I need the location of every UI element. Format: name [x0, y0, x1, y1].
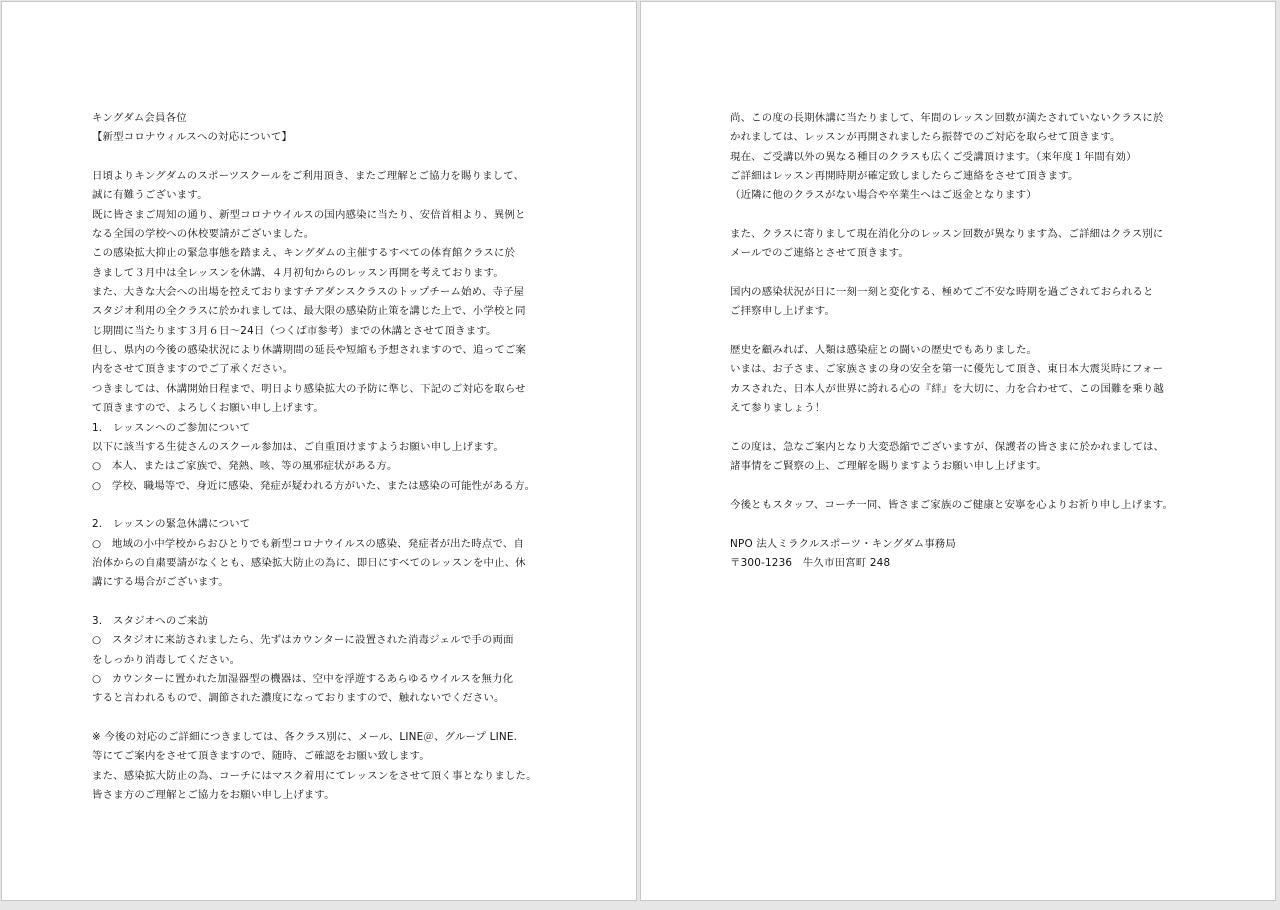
text-line: 既に皆さまご周知の通り、新型コロナウイルスの国内感染に当たり、安倍首相より、異例と — [92, 208, 526, 221]
text-line: 皆さま方のご理解とご協力をお願い申し上げます。 — [92, 789, 335, 802]
text-line: 3. スタジオへのご来訪 — [92, 614, 209, 627]
page-1 — [1, 1, 637, 901]
text-line: 講にする場合がございます。 — [92, 576, 229, 589]
text-line: いまは、お子さま、ご家族さまの身の安全を第一に優先して頂き、東日本大震災時にフォー — [730, 363, 1164, 376]
blank-line — [730, 322, 1200, 341]
text-line: ○ スタジオに来訪されましたら、先ずはカウンターに設置された消毒ジェルで手の両面 — [92, 634, 514, 647]
text-line: 1. レッスンへのご参加について — [92, 421, 251, 434]
text-line: 国内の感染状況が日に一刻一刻と変化する、極めてご不安な時期を過ごされておられると — [730, 286, 1154, 299]
text-line: 内をさせて頂きますのでご了承ください。 — [92, 363, 294, 376]
blank-line — [730, 264, 1200, 283]
blank-line — [92, 709, 562, 728]
text-line: また、クラスに寄りまして現在消化分のレッスン回数が異なります為、ご詳細はクラス別に — [730, 228, 1164, 241]
text-line: カスされた、日本人が世界に誇れる心の『絆』を大切に、力を合わせて、この国難を乗り越 — [730, 382, 1165, 395]
text-line: 等にてご案内をさせて頂きますので、随時、ご確認をお願い致します。 — [92, 750, 430, 763]
text-line: 諸事情をご賢察の上、ご理解を賜りますようお願い申し上げます。 — [730, 460, 1047, 473]
text-line: じ期間に当たります３月６日～24日（つくば市参考）までの休講とさせて頂きます。 — [92, 324, 497, 337]
blank-line — [730, 515, 1200, 534]
text-line: 【新型コロナウィルスへの対応について】 — [92, 131, 293, 144]
text-line: えて参りましょう！ — [730, 402, 826, 415]
text-line: ご拝察申し上げます。 — [730, 305, 836, 318]
text-line: 日頃よりキングダムのスポーツスクールをご利用頂き、またご理解とご協力を賜りまして、 — [92, 170, 525, 183]
text-line: この感染拡大抑止の緊急事態を踏まえ、キングダムの主催するすべての体育館クラスに於 — [92, 247, 516, 260]
text-line: キングダム会員各位 — [92, 112, 187, 124]
text-line: 治体からの自粛要請がなくとも、感染拡大防止の為に、即日にすべてのレッスンを中止、休 — [92, 556, 526, 569]
text-line: ○ カウンターに置かれた加湿器型の機器は、空中を浮遊するあらゆるウイルスを無力化 — [92, 672, 514, 685]
blank-line — [730, 206, 1200, 225]
text-line: かれましては、レッスンが再開されましたら振替でのご対応を取らせて頂きます。 — [730, 131, 1121, 144]
text-line: すると言われるもので、調節された濃度になっておりますので、触れないでください。 — [92, 692, 505, 705]
text-line: 但し、県内の今後の感染状況により休講期間の延長や短縮も予想されますので、追ってご案 — [92, 344, 527, 357]
text-line: 歴史を顧みれば、人類は感染症との闘いの歴史でもありました。 — [730, 344, 1038, 357]
blank-line — [92, 593, 562, 612]
text-line: ○ 地域の小中学校からおひとりでも新型コロナウイルスの感染、発症者が出た時点で、自 — [92, 537, 525, 550]
blank-line — [92, 148, 562, 167]
text-line: 2. レッスンの緊急休講について — [92, 518, 251, 531]
text-line: 尚、この度の長期休講に当たりまして、年間のレッスン回数が満たされていないクラスに於 — [730, 112, 1164, 124]
blank-line — [92, 496, 562, 515]
page-1-body — [92, 109, 562, 805]
text-line: ○ 本人、またはご家族で、発熱、咳、等の風邪症状がある方。 — [92, 460, 398, 473]
text-line: また、感染拡大防止の為、コーチにはマスク着用にてレッスンをさせて頂く事となりました。 — [92, 769, 537, 782]
text-line: 〒300‐1236 牛久市田宮町 248 — [730, 556, 891, 569]
page-2 — [640, 1, 1276, 901]
text-line: （近隣に他のクラスがない場合や卒業生へはご返金となります） — [730, 189, 1037, 202]
text-line: つきましては、休講開始日程まで、明日より感染拡大の予防に準じ、下記のご対応を取らせ — [92, 382, 526, 395]
text-line: 以下に該当する生徒さんのスクール参加は、ご自重頂けますようお願い申し上げます。 — [92, 440, 504, 453]
text-line: て頂きますので、よろしくお願い申し上げます。 — [92, 402, 324, 415]
text-line: をしっかり消毒してください。 — [92, 653, 241, 666]
text-line: この度は、急なご案内となり大変恐縮でございますが、保護者の皆さまに於かれましては、 — [730, 440, 1165, 453]
text-line: なる全国の学校への休校要請がございました。 — [92, 228, 315, 241]
text-line: NPO 法人ミラクルスポーツ・キングダム事務局 — [730, 537, 956, 550]
text-line: メールでのご連絡とさせて頂きます。 — [730, 247, 909, 260]
blank-line — [730, 477, 1200, 496]
text-line: 現在、ご受講以外の異なる種目のクラスも広くご受講頂けます。（来年度１年間有効） — [730, 150, 1137, 163]
text-line: 今後ともスタッフ、コーチ一同、皆さまご家族のご健康と安寧を心よりお祈り申し上げます。 — [730, 498, 1174, 511]
text-line: ご詳細はレッスン再開時期が確定致しましたらご連絡をさせて頂きます。 — [730, 170, 1079, 183]
text-line: ※ 今後の対応のご詳細につきましては、各クラス別に、メール、LINE＠、グループ LINE. — [92, 731, 518, 743]
text-line: きまして３月中は全レッスンを休講、４月初旬からのレッスン再開を考えております。 — [92, 266, 504, 279]
text-line: また、大きな大会への出場を控えておりますチアダンスクラスのトップチーム始め、寺子屋 — [92, 286, 525, 299]
text-line: 誠に有難うございます。 — [92, 189, 208, 202]
page-2-body — [730, 109, 1200, 573]
blank-line — [730, 419, 1200, 438]
text-line: スタジオ利用の全クラスに於かれましては、最大限の感染防止策を講じた上で、小学校と同 — [92, 305, 526, 318]
text-line: ○ 学校、職場等で、身近に感染、発症が疑われる方がいた、または感染の可能性がある方。 — [92, 479, 536, 492]
